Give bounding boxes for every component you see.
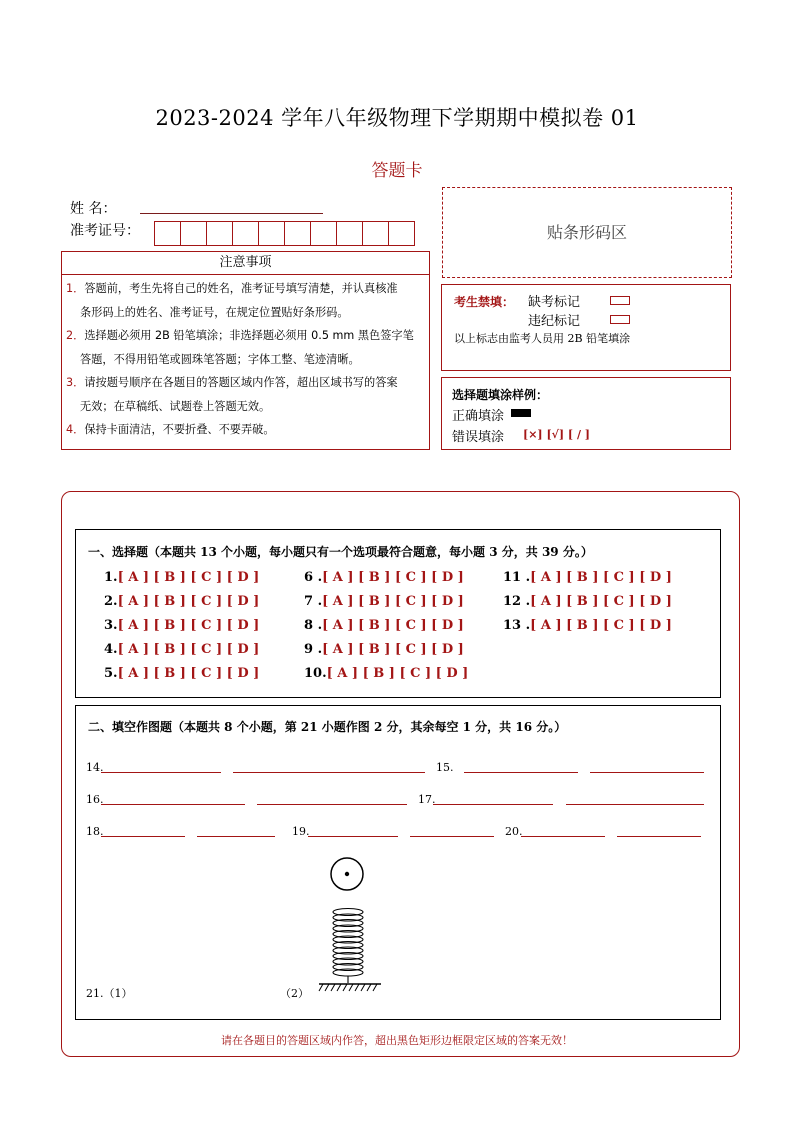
choice-q3[interactable]: 3.[ A ] [ B ] [ C ] [ D ]: [104, 618, 260, 633]
violation-label: 违纪标记: [528, 314, 581, 329]
q20-blank-1[interactable]: [521, 836, 605, 837]
id-digit-box[interactable]: [388, 221, 415, 246]
correct-fill-label: 正确填涂: [452, 409, 505, 424]
notice-item-cont: 条形码上的姓名、准考证号，在规定位置贴好条形码。: [80, 305, 349, 319]
notice-item: 1．答题前，考生先将自己的姓名，准考证号填写清楚，并认真核准: [66, 282, 398, 295]
q19-blank-1[interactable]: [308, 836, 398, 837]
choice-q2[interactable]: 2.[ A ] [ B ] [ C ] [ D ]: [104, 594, 260, 609]
choice-q8[interactable]: 8 .[ A ] [ B ] [ C ] [ D ]: [304, 618, 464, 633]
choice-q6[interactable]: 6 .[ A ] [ B ] [ C ] [ D ]: [304, 570, 464, 585]
ball-center-dot: [345, 872, 349, 876]
q15-blank-2[interactable]: [590, 772, 704, 773]
answer-card-label: 答题卡: [371, 161, 423, 181]
id-label: 准考证号：: [70, 223, 140, 239]
id-digit-box[interactable]: [362, 221, 389, 246]
q15-blank-1[interactable]: [464, 772, 578, 773]
notice-item: 4．保持卡面清洁，不要折叠、不要弄破。: [66, 423, 275, 436]
q19-label: 19.: [292, 825, 310, 838]
forbid-label: 考生禁填：: [454, 295, 515, 309]
notice-heading: 注意事项: [61, 251, 430, 275]
barcode-area: 贴条形码区: [442, 187, 732, 278]
id-digit-box[interactable]: [232, 221, 259, 246]
correct-fill-mark: [511, 409, 531, 417]
q16-blank-2[interactable]: [257, 804, 407, 805]
q18-blank-2[interactable]: [197, 836, 275, 837]
page-title: 2023-2024 学年八年级物理下学期期中模拟卷 01: [155, 106, 639, 130]
choice-q1[interactable]: 1.[ A ] [ B ] [ C ] [ D ]: [104, 570, 260, 585]
notice-item-cont: 答题，不得用铅笔或圆珠笔答题；字体工整、笔迹清晰。: [80, 352, 360, 366]
q21-part2-label: （2）: [280, 987, 309, 1000]
footer-warning: 请在各题目的答题区域内作答，超出黑色矩形边框限定区域的答案无效！: [221, 1034, 573, 1047]
id-digit-box[interactable]: [310, 221, 337, 246]
q17-blank-1[interactable]: [433, 804, 553, 805]
notice-item: 3．请按题号顺序在各题目的答题区域内作答，超出区域书写的答案: [66, 376, 398, 389]
choice-q11[interactable]: 11 .[ A ] [ B ] [ C ] [ D ]: [503, 570, 672, 585]
q14-blank-2[interactable]: [233, 772, 425, 773]
forbid-note: 以上标志由监考人员用 2B 铅笔填涂: [454, 332, 631, 345]
proctor-mark-box: [441, 284, 731, 371]
q14-blank-1[interactable]: [101, 772, 221, 773]
q15-label: 15.: [436, 761, 454, 774]
fill-section-title: 二、填空作图题（本题共 8 个小题，第 21 小题作图 2 分，其余每空 1 分，共 16 分。）: [88, 720, 567, 734]
choice-q5[interactable]: 5.[ A ] [ B ] [ C ] [ D ]: [104, 666, 260, 681]
choice-q7[interactable]: 7 .[ A ] [ B ] [ C ] [ D ]: [304, 594, 464, 609]
choice-q12[interactable]: 12 .[ A ] [ B ] [ C ] [ D ]: [503, 594, 672, 609]
fill-section: [75, 705, 721, 1020]
q14-label: 14.: [86, 761, 104, 774]
fill-sample-box: [441, 377, 731, 450]
fill-sample-label: 选择题填涂样例：: [452, 388, 549, 402]
id-digit-box[interactable]: [258, 221, 285, 246]
notice-item-cont: 无效；在草稿纸、试题卷上答题无效。: [80, 399, 271, 413]
q17-blank-2[interactable]: [566, 804, 704, 805]
q19-blank-2[interactable]: [410, 836, 494, 837]
choice-q9[interactable]: 9 .[ A ] [ B ] [ C ] [ D ]: [304, 642, 464, 657]
name-field[interactable]: [140, 213, 323, 214]
name-label: 姓 名：: [70, 201, 117, 217]
exam-id-boxes[interactable]: [155, 221, 415, 246]
spring-coil: [333, 909, 363, 984]
notice-item: 2．选择题必须用 2B 铅笔填涂；非选择题必须用 0.5 mm 黑色签字笔: [66, 329, 414, 342]
absent-mark-box[interactable]: [610, 296, 630, 305]
wrong-fill-label: 错误填涂: [452, 430, 505, 445]
absent-label: 缺考标记: [528, 295, 581, 310]
q17-label: 17.: [418, 793, 436, 806]
q18-blank-1[interactable]: [101, 836, 185, 837]
choice-section-title: 一、选择题（本题共 13 个小题，每小题只有一个选项最符合题意，每小题 3 分，共 39 分。）: [88, 545, 593, 559]
violation-mark-box[interactable]: [610, 315, 630, 324]
q16-blank-1[interactable]: [101, 804, 245, 805]
choice-q13[interactable]: 13 .[ A ] [ B ] [ C ] [ D ]: [503, 618, 672, 633]
id-digit-box[interactable]: [180, 221, 207, 246]
choice-q10[interactable]: 10.[ A ] [ B ] [ C ] [ D ]: [304, 666, 469, 681]
choice-q4[interactable]: 4.[ A ] [ B ] [ C ] [ D ]: [104, 642, 260, 657]
q21-part1-label: 21.（1）: [86, 987, 133, 1000]
q16-label: 16.: [86, 793, 104, 806]
q18-label: 18.: [86, 825, 104, 838]
id-digit-box[interactable]: [284, 221, 311, 246]
id-digit-box[interactable]: [206, 221, 233, 246]
notice-list: [61, 274, 430, 450]
id-digit-box[interactable]: [154, 221, 181, 246]
q20-label: 20.: [505, 825, 523, 838]
spring-ball-diagram[interactable]: [315, 855, 387, 995]
wrong-fill-marks: [×] [√] [ / ]: [523, 428, 591, 441]
ground-hatch: [319, 984, 377, 991]
q20-blank-2[interactable]: [617, 836, 701, 837]
id-digit-box[interactable]: [336, 221, 363, 246]
